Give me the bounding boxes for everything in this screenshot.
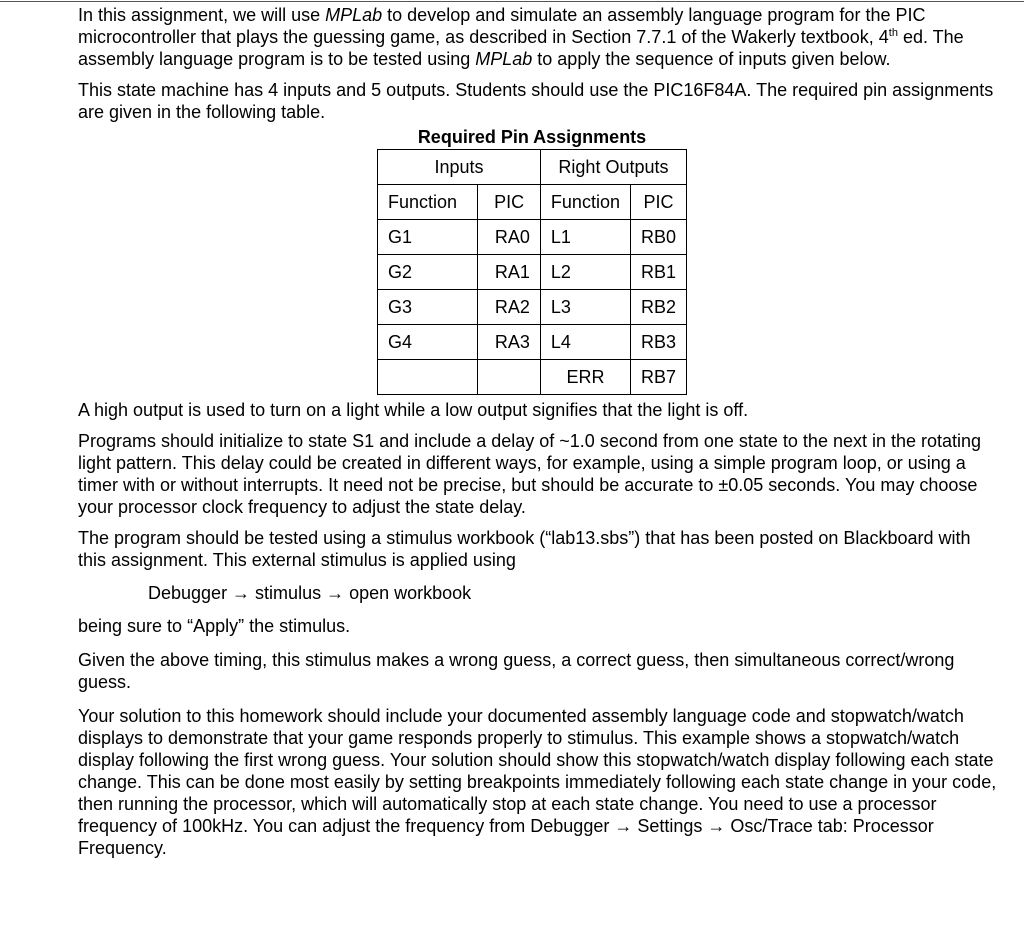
- table-cell: L3: [540, 290, 630, 325]
- table-cell: RA0: [478, 220, 540, 255]
- table-cell: RB7: [630, 360, 686, 395]
- table-title: Required Pin Assignments: [417, 127, 647, 147]
- table-row: [378, 325, 687, 360]
- table-cell: G1: [378, 220, 478, 255]
- menu-path-line: Debugger → stimulus → open workbook: [148, 583, 472, 603]
- pin-assignment-section: [377, 125, 687, 395]
- state-machine-paragraph: This state machine has 4 inputs and 5 outputs. Students should use the PIC16F84A. The required pin assignments are given in the following table.: [78, 80, 994, 122]
- table-cell: RA2: [478, 290, 540, 325]
- table-cell: G4: [378, 325, 478, 360]
- solution-requirements-paragraph: Your solution to this homework should include your documented assembly language code and stopwatch/watch displays to demonstrate that your game responds properly to stimulus. This example shows a stopwatch/watch display following the first wrong guess. Your solution should show this stopwatch/watch display following each state change. This can be done most easily by setting breakpoints immediately following each state change in your code, then running the processor, which will automatically stop at each state change. You need to use a processor frequency of 100kHz. You can adjust the frequency from Debugger → Settings → Osc/Trace tab: Processor Frequency.: [78, 706, 997, 858]
- table-cell: [478, 360, 540, 395]
- group-header-outputs: Right Outputs: [540, 150, 686, 185]
- table-cell: RB2: [630, 290, 686, 325]
- sub-header-pic: PIC: [478, 185, 540, 220]
- stimulus-workbook-paragraph: The program should be tested using a stimulus workbook (“lab13.sbs”) that has been posted on Blackboard with this assignment. This external stimulus is applied using: [78, 528, 971, 570]
- para1-text-d: ed. The assembly language program is to be tested using: [78, 27, 964, 69]
- table-cell: L1: [540, 220, 630, 255]
- group-header-inputs: Inputs: [378, 150, 541, 185]
- table-sub-header-row: [378, 185, 687, 220]
- stimulus-behavior-paragraph: Given the above timing, this stimulus makes a wrong guess, a correct guess, then simultaneous correct/wrong guess.: [78, 650, 955, 692]
- intro-paragraph: [78, 4, 998, 70]
- para1-text-f: to apply the sequence of inputs given below.: [532, 49, 891, 69]
- table-row: [378, 255, 687, 290]
- table-cell: L4: [540, 325, 630, 360]
- table-cell: RB3: [630, 325, 686, 360]
- table-cell: RA1: [478, 255, 540, 290]
- table-group-header-row: [378, 150, 687, 185]
- output-meaning-paragraph: A high output is used to turn on a light while a low output signifies that the light is off.: [78, 400, 749, 420]
- table-row: [378, 290, 687, 325]
- sub-header-function: Function: [540, 185, 630, 220]
- sub-header-pic: PIC: [630, 185, 686, 220]
- table-cell: G2: [378, 255, 478, 290]
- document-body: [78, 4, 998, 859]
- table-cell: RA3: [478, 325, 540, 360]
- table-cell: [378, 360, 478, 395]
- pin-assignment-table: [377, 149, 687, 395]
- table-cell: L2: [540, 255, 630, 290]
- para1-text-c: to develop and simulate an assembly language program for the PIC microcontroller that plays the guessing game, as described in Section 7.7.1 of the Wakerly textbook, 4: [78, 5, 926, 47]
- ordinal-superscript: th: [888, 27, 898, 39]
- top-border-line: [0, 1, 1024, 2]
- para1-text-a: In this assignment, we will use: [78, 5, 326, 25]
- table-cell: RB1: [630, 255, 686, 290]
- table-row: [378, 220, 687, 255]
- delay-requirements-paragraph: Programs should initialize to state S1 and include a delay of ~1.0 second from one state to the next in the rotating light pattern. This delay could be created in different ways, for example, using a simple program loop, or using a timer with or without interrupts. It need not be precise, but should be accurate to ±0.05 seconds. You may choose your processor clock frequency to adjust the state delay.: [78, 431, 982, 517]
- apply-stimulus-paragraph: being sure to “Apply” the stimulus.: [78, 616, 351, 636]
- table-cell: RB0: [630, 220, 686, 255]
- table-row: [378, 360, 687, 395]
- mplab-term: MPLab: [475, 49, 533, 69]
- mplab-term: MPLab: [325, 5, 383, 25]
- sub-header-function: Function: [378, 185, 478, 220]
- table-cell: ERR: [540, 360, 630, 395]
- table-cell: G3: [378, 290, 478, 325]
